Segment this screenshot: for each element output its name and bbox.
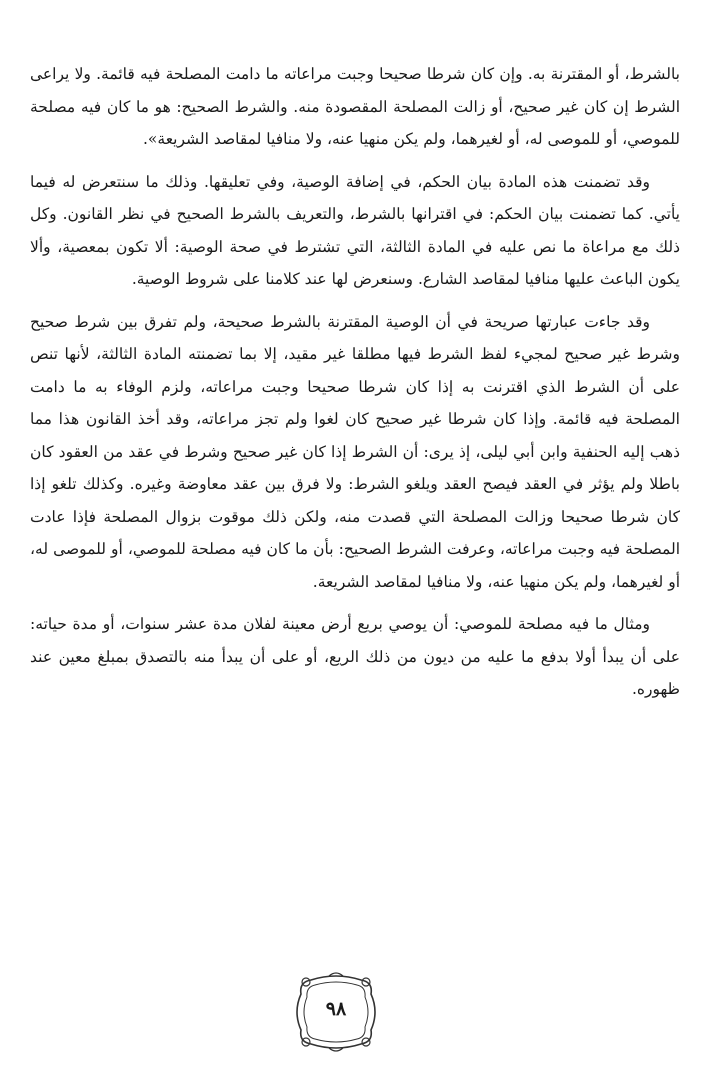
- paragraph-2: وقد تضمنت هذه المادة بيان الحكم، في إضافة الوصية، وفي تعليقها. وذلك ما سنتعرض له فيما يأتي. كما تضمنت بيان الحكم: في اقترانها بالشرط، والتعريف بالشرط الصحيح في نظر القانون. وكل ذلك مع مراعاة ما نص عليه في المادة الثالثة، التي تشترط في صحة الوصية: ألا تكون بمعصية، وألا يكون الباعث عليها منافيا لمقاصد الشارع. وسنعرض لها عند كلامنا على شروط الوصية.: [30, 172, 680, 288]
- paragraph-4: ومثال ما فيه مصلحة للموصي: أن يوصي بريع أرض معينة لفلان مدة عشر سنوات، أو مدة حياته: على أن يبدأ أولا بدفع ما عليه من ديون من ذلك الريع، أو على أن يبدأ منه بالتصدق بمبلغ معين عند ظهوره.: [30, 615, 680, 698]
- page-number: ٩٨: [325, 998, 347, 1020]
- page-body-text: [30, 58, 680, 716]
- paragraph-3: وقد جاءت عبارتها صريحة في أن الوصية المقترنة بالشرط صحيحة، ولم تفرق بين شرط صحيح وشرط غير صحيح لمجيء لفظ الشرط فيها مطلقا غير مقيد، إلا بما تضمنته المادة الثالثة، لأنها تنص على أن الشرط الذي اقترنت به إذا كان شرطا صحيحا وجبت مراعاته، ولزم الوفاء به ما دامت المصلحة فيه قائمة. وإذا كان شرطا غير صحيح كان لغوا ولم تجز مراعاته، وقد أخذ القانون هذا مما ذهب إليه الحنفية وابن أبي ليلى، إذ يرى: أن الشرط إذا كان غير صحيح وشرط في عقد من العقود كان باطلا ولم يؤثر في العقد فيصح العقد ويلغو الشرط: ولا فرق بين عقد معاوضة وغيره. وكذلك تلغو إذا كان شرطا صحيحا وزالت المصلحة التي قصدت منه، ولكن ذلك موقوت بزوال المصلحة فإذا عادت المصلحة فيه وجبت مراعاته، وعرفت الشرط الصحيح: بأن ما كان فيه مصلحة للموصي، أو للموصى له، أو لغيرهما، ولم يكن منهيا عنه، ولا منافيا لمقاصد الشريعة.: [30, 312, 680, 591]
- page-number-ornament: [293, 970, 379, 1054]
- paragraph-1: بالشرط، أو المقترنة به. وإن كان شرطا صحيحا وجبت مراعاته ما دامت المصلحة فيه قائمة. ولا يراعى الشرط إن كان غير صحيح، أو زالت المصلحة المقصودة منه. والشرط الصحيح: هو ما كان فيه مصلحة للموصي، أو للموصى له، أو لغيرهما، ولم يكن منهيا عنه، ولا منافيا لمقاصد الشريعة».: [30, 65, 680, 148]
